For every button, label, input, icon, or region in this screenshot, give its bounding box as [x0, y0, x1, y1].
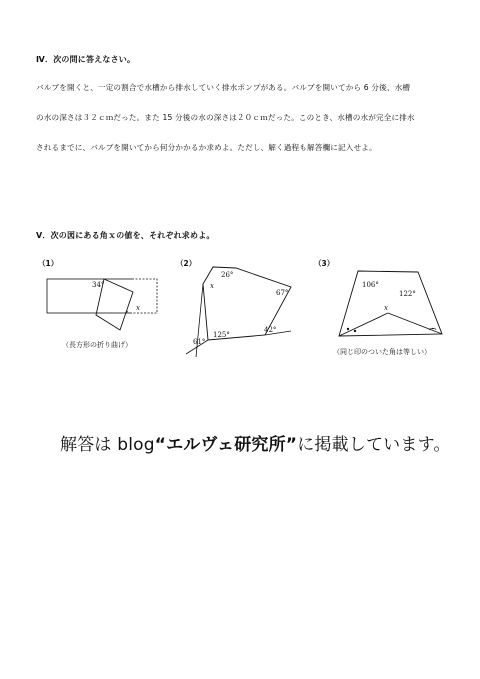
angle-61-label: 61° — [193, 338, 206, 346]
angle-106-label: 106° — [362, 281, 379, 289]
figure-3-label: （3） — [314, 259, 335, 268]
answer-notice — [60, 430, 451, 455]
figure-2-label: （2） — [176, 259, 197, 268]
figure-2-diagram — [180, 264, 300, 360]
figure-1-diagram — [40, 270, 160, 342]
notice-suffix: に掲載しています。 — [297, 435, 451, 455]
problem-4-line-2: の水の深さは３２ｃｍだった。また 15 分後の水の深さは２０ｃｍだった。このとき、水槽の水が完全に排水 — [36, 113, 415, 122]
figure-1-label: （1） — [38, 259, 59, 268]
angle-x-label-2: x — [210, 282, 214, 290]
angle-125-label: 125° — [213, 331, 230, 339]
figure-1-caption: （長方形の折り曲げ） — [62, 341, 132, 349]
angle-122-label: 122° — [399, 290, 416, 298]
figure-3-caption: （同じ印のついた角は等しい） — [333, 348, 431, 356]
angle-26-label: 26° — [221, 271, 234, 279]
angle-34-label: 34° — [92, 281, 105, 289]
section-5-heading: Ⅴ．次の図にある角ｘの値を、それぞれ求めよ。 — [36, 231, 215, 240]
angle-67-label: 67° — [276, 289, 289, 297]
angle-42-label: 42° — [264, 326, 277, 334]
notice-prefix: 解答は blog — [60, 435, 155, 455]
notice-blog-name: “エルヴェ研究所” — [154, 435, 298, 455]
section-4-heading: Ⅳ．次の問に答えなさい。 — [36, 55, 136, 64]
angle-x-label-3: x — [384, 304, 388, 312]
problem-4-line-1: バルブを開くと、一定の割合で水槽から排水していく排水ポンプがある。バルブを開いてから 6 分後、水槽 — [36, 83, 411, 92]
problem-4-line-3: されるまでに、バルブを開いてから何分かかるか求めよ。ただし、解く過程も解答欄に記入せよ。 — [36, 143, 377, 152]
figure-3-diagram — [336, 268, 446, 344]
angle-x-label-1: x — [136, 304, 140, 312]
